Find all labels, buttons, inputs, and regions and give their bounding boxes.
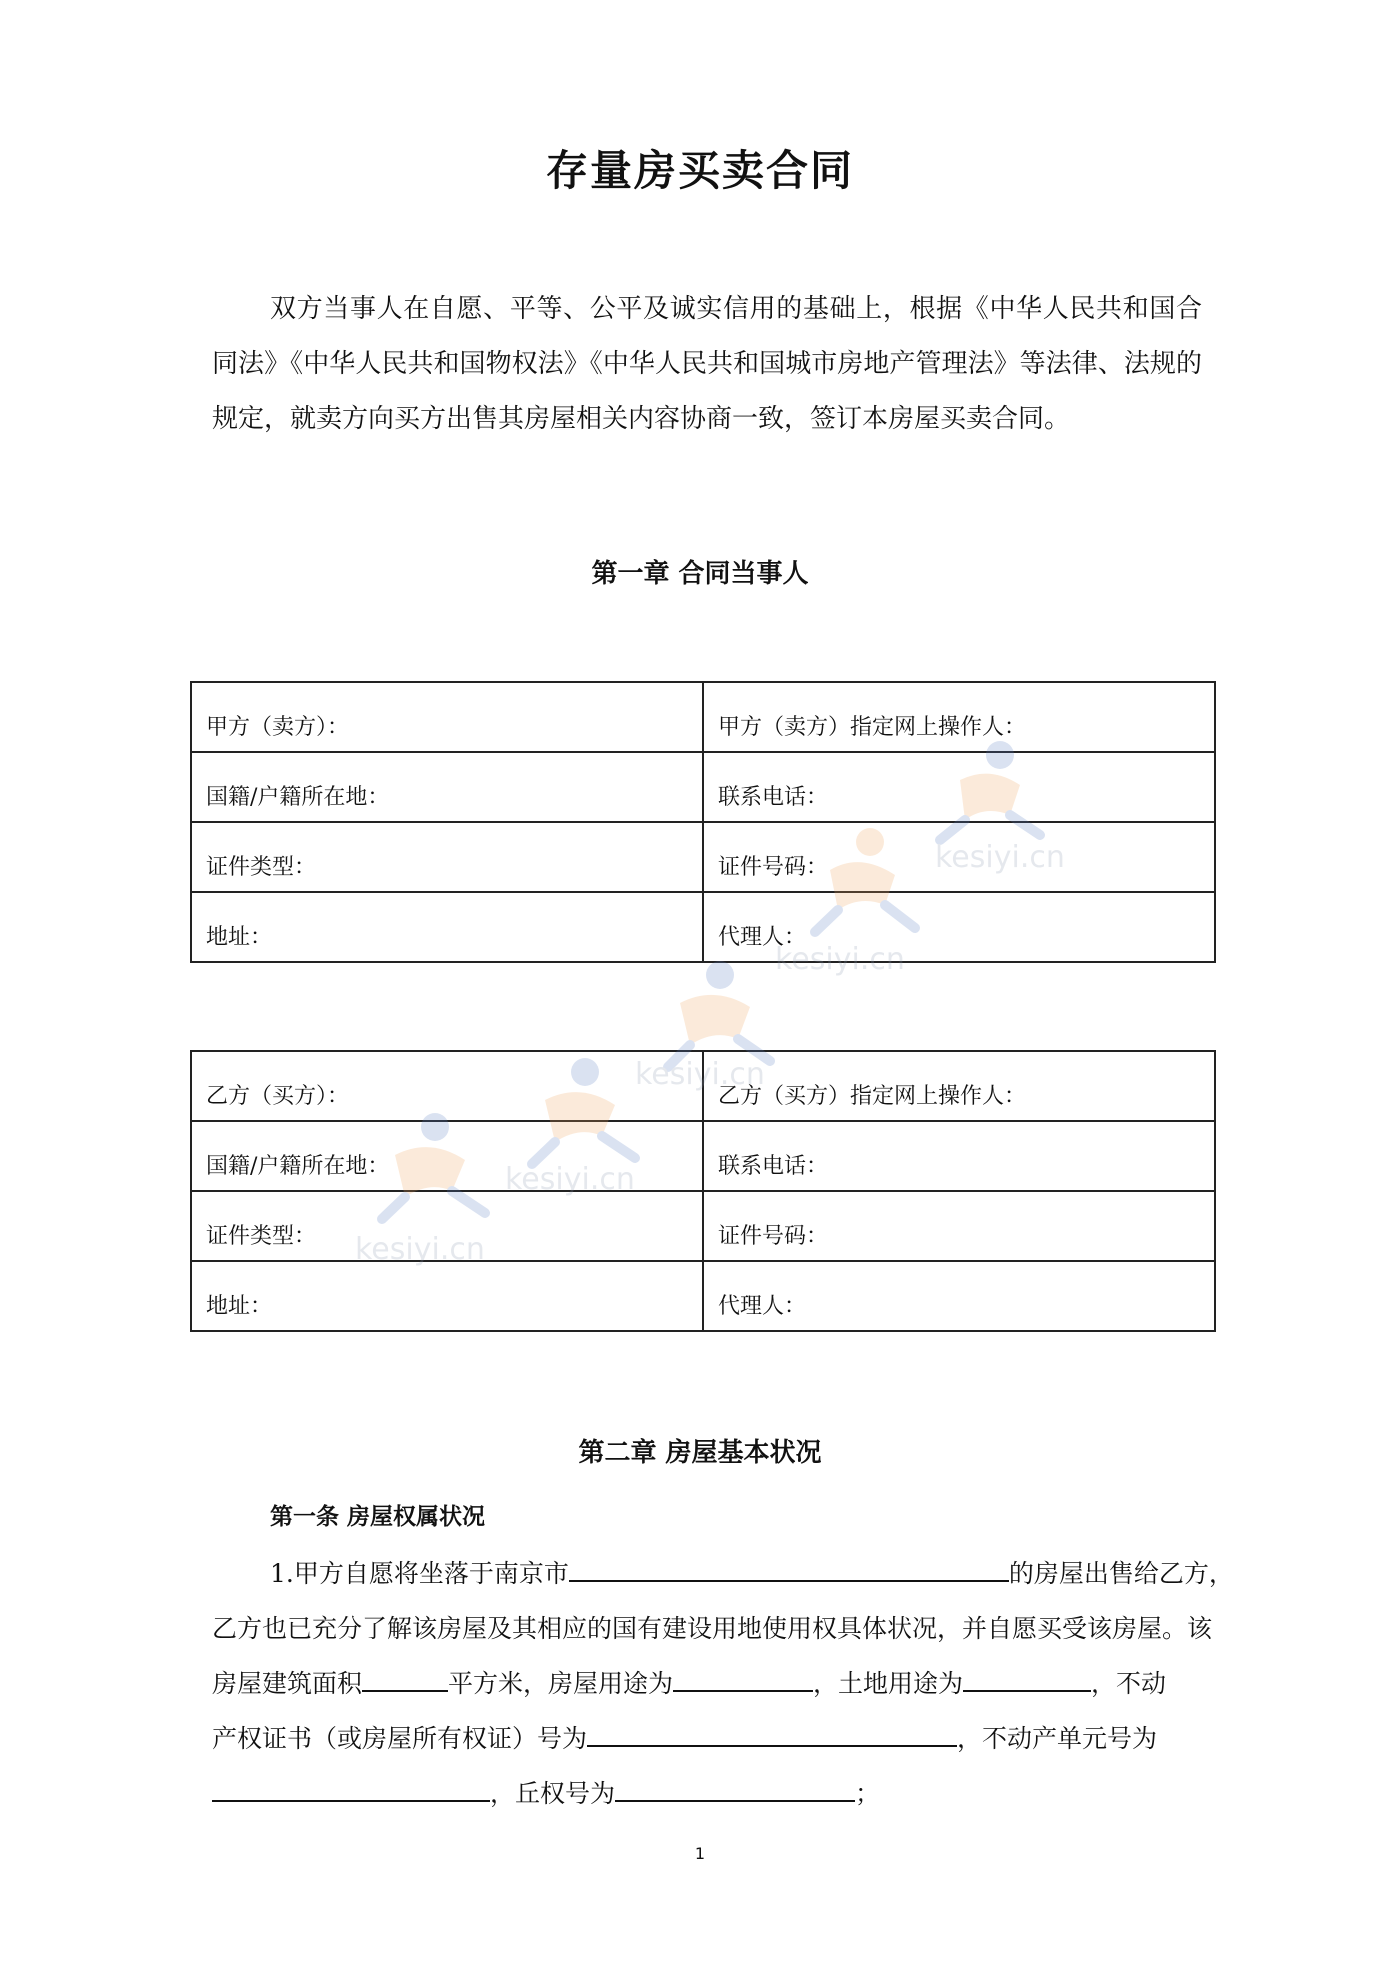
buyer-id-number-cell: 证件号码： <box>703 1191 1215 1261</box>
table-row <box>191 1191 1215 1261</box>
clause-text: 平方米，房屋用途为 <box>448 1669 674 1698</box>
table-row <box>191 752 1215 822</box>
seller-id-number-cell: 证件号码： <box>703 822 1215 892</box>
seller-name-cell: 甲方（卖方）： <box>191 682 703 752</box>
document-title: 存量房买卖合同 <box>545 146 854 195</box>
location-blank <box>569 1550 1009 1582</box>
seller-id-type-cell: 证件类型： <box>191 822 703 892</box>
clause-line <box>212 1656 1212 1711</box>
buyer-address-cell: 地址： <box>191 1261 703 1331</box>
table-row <box>191 892 1215 962</box>
clause-text: 房屋建筑面积 <box>212 1669 363 1698</box>
buyer-phone-cell: 联系电话： <box>703 1121 1215 1191</box>
land-use-blank <box>963 1660 1091 1692</box>
house-use-blank <box>673 1660 813 1692</box>
clause-text: ，不动 <box>1091 1669 1167 1698</box>
seller-nationality-cell: 国籍/户籍所在地： <box>191 752 703 822</box>
clause-line <box>212 1546 1234 1601</box>
clause-line <box>212 1766 1212 1821</box>
clause-text: 的房屋出售给乙方， <box>1008 1559 1234 1588</box>
buyer-agent-cell: 代理人： <box>703 1261 1215 1331</box>
article-1-heading: 第一条 房屋权属状况 <box>270 1504 486 1530</box>
watermark-text: kesiyi.cn <box>505 1162 635 1197</box>
clause-text: 乙方也已充分了解该房屋及其相应的国有建设用地使用权具体状况，并自愿买受该房屋。该 <box>212 1614 1213 1643</box>
watermark-text: kesiyi.cn <box>355 1232 485 1267</box>
clause-text: ，不动产单元号为 <box>957 1724 1158 1753</box>
seller-agent-cell: 代理人： <box>703 892 1215 962</box>
clause-text: ，丘权号为 <box>490 1779 616 1808</box>
seller-address-cell: 地址： <box>191 892 703 962</box>
watermark-text: kesiyi.cn <box>775 942 905 977</box>
area-blank <box>362 1660 448 1692</box>
watermark-text: kesiyi.cn <box>635 1057 765 1092</box>
clause-1 <box>212 1546 1234 1821</box>
table-row <box>191 1121 1215 1191</box>
buyer-operator-cell: 乙方（买方）指定网上操作人： <box>703 1051 1215 1121</box>
table-row <box>191 682 1215 752</box>
chapter-1-heading: 第一章 合同当事人 <box>591 559 809 589</box>
seller-table <box>190 681 1216 963</box>
seller-phone-cell: 联系电话： <box>703 752 1215 822</box>
watermark-text: kesiyi.cn <box>935 840 1065 875</box>
buyer-name-cell: 乙方（买方）： <box>191 1051 703 1121</box>
clause-text: ； <box>855 1779 881 1808</box>
clause-line <box>212 1601 1212 1656</box>
table-row <box>191 1051 1215 1121</box>
intro-paragraph: 双方当事人在自愿、平等、公平及诚实信用的基础上，根据《中华人民共和国合同法》《中华人民共和国物权法》《中华人民共和国城市房地产管理法》等法律、法规的规定，就卖方向买方出售其房屋相关内容协商一致，签订本房屋买卖合同。 <box>212 294 1202 434</box>
clause-text: ，土地用途为 <box>813 1669 964 1698</box>
buyer-table <box>190 1050 1216 1332</box>
unit-number-blank <box>212 1770 490 1802</box>
chapter-2-heading: 第二章 房屋基本状况 <box>578 1438 822 1468</box>
page-number: 1 <box>694 1844 706 1863</box>
buyer-nationality-cell: 国籍/户籍所在地： <box>191 1121 703 1191</box>
buyer-id-type-cell: 证件类型： <box>191 1191 703 1261</box>
table-row <box>191 822 1215 892</box>
clause-text: 1.甲方自愿将坐落于南京市 <box>270 1559 569 1588</box>
clause-text: 产权证书（或房屋所有权证）号为 <box>212 1724 588 1753</box>
certificate-number-blank <box>587 1715 957 1747</box>
clause-line <box>212 1711 1212 1766</box>
lot-number-blank <box>615 1770 855 1802</box>
table-row <box>191 1261 1215 1331</box>
seller-operator-cell: 甲方（卖方）指定网上操作人： <box>703 682 1215 752</box>
